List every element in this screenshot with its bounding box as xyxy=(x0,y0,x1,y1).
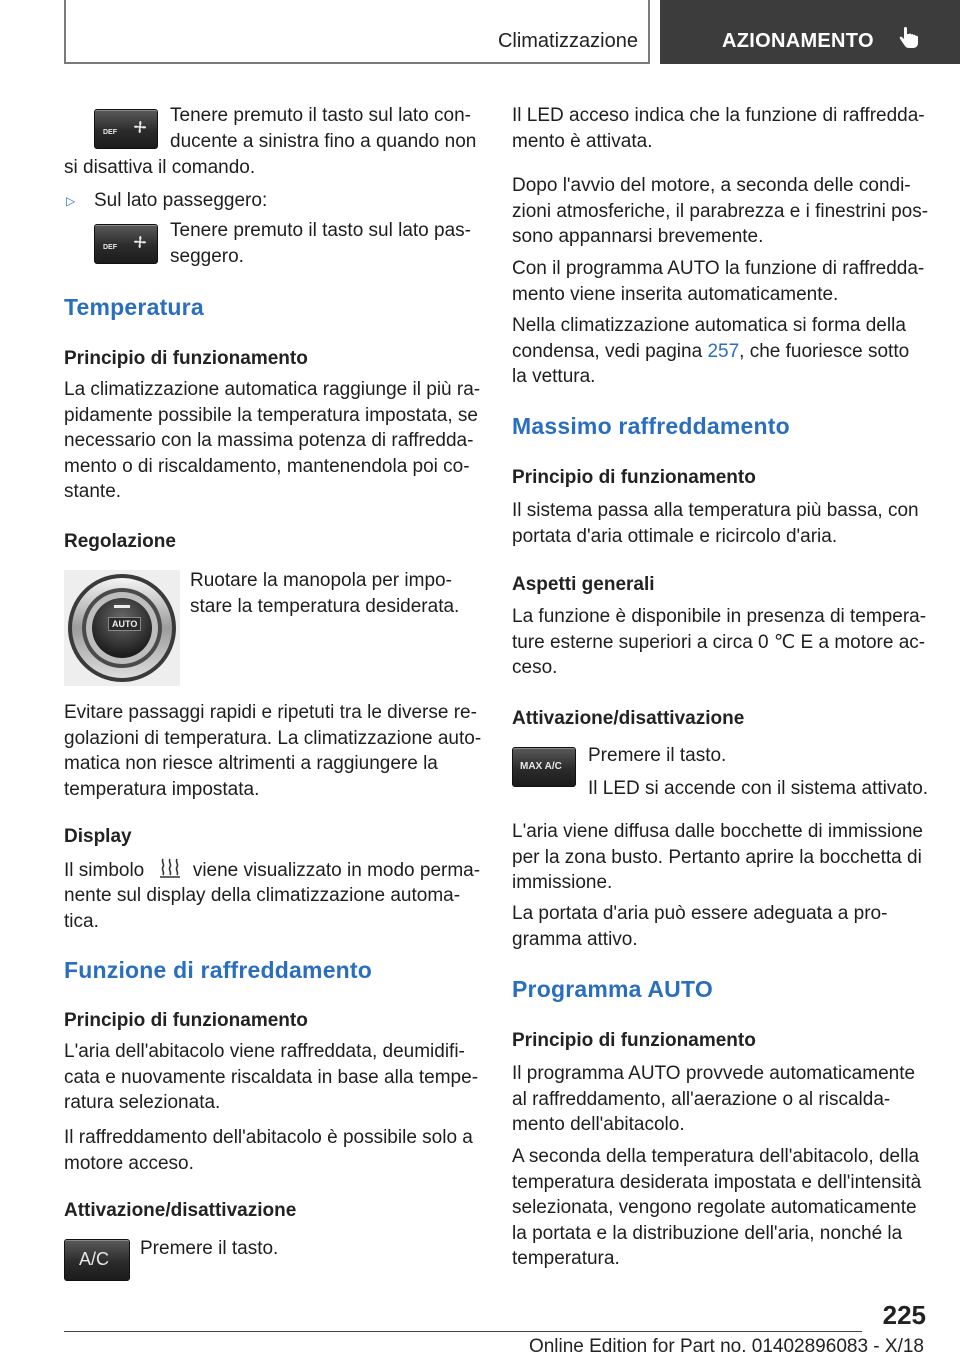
text-line: ceso. xyxy=(512,657,558,678)
header-left-border xyxy=(64,0,66,64)
text-line: Con il programma AUTO la funzione di raffredda- xyxy=(512,258,925,279)
text-line: portata d'aria ottimale e ricircolo d'aria. xyxy=(512,525,838,547)
auto-principle-paragraph xyxy=(512,1061,915,1138)
general-paragraph xyxy=(512,604,926,681)
text-line: cata e nuovamente riscaldata in base alla tempe- xyxy=(64,1066,479,1088)
cool-heading: Funzione di raffreddamento xyxy=(64,957,373,983)
cool-activation-heading: Attivazione/disattivazione xyxy=(64,1200,297,1221)
avoid-paragraph xyxy=(64,700,481,802)
max-ac-button-image xyxy=(512,747,576,787)
text-line: Evitare passaggi rapidi e ripetuti tra le diverse re- xyxy=(64,702,477,723)
air-paragraph xyxy=(512,819,923,896)
text-line: L'aria viene diffusa dalle bocchette di immissione xyxy=(512,821,923,842)
temp-principle-paragraph xyxy=(64,377,480,505)
text-line: temperatura. xyxy=(512,1248,620,1269)
text-line: ratura selezionata. xyxy=(64,1092,221,1113)
general-heading: Aspetti generali xyxy=(512,574,655,595)
text-line: mento o di riscaldamento, mantenendola poi co- xyxy=(64,455,470,477)
text-line: sono appannarsi brevemente. xyxy=(512,226,764,247)
cool-press-text: Premere il tasto. xyxy=(140,1238,279,1259)
text-line: Il LED acceso indica che la funzione di raffredda- xyxy=(512,105,925,126)
text-line: temperatura impostata. xyxy=(64,778,260,800)
display-line-a-pre: Il simbolo xyxy=(64,860,145,881)
text-line: La funzione è disponibile in presenza di tempera- xyxy=(512,606,927,627)
text-line: per la zona busto. Pertanto aprire la bocchetta di xyxy=(512,846,922,868)
bullet-icon: ▷ xyxy=(66,194,76,208)
text-line: gramma attivo. xyxy=(512,928,638,950)
text-line: Il sistema passa alla temperatura più bassa, con xyxy=(512,500,919,521)
def-button-label: DEF xyxy=(103,129,117,136)
auto-principle-heading: Principio di funzionamento xyxy=(512,1030,756,1051)
text-line: La portata d'aria può essere adeguata a pro- xyxy=(512,903,888,924)
text-line: mento è attivata. xyxy=(512,130,653,152)
footer-rule xyxy=(64,1331,862,1332)
bullet-text: Sul lato passeggero: xyxy=(94,190,268,211)
text-line: Dopo l'avvio del motore, a seconda delle condi- xyxy=(512,175,911,196)
cool-engine-paragraph xyxy=(64,1125,473,1176)
condensation-post: , che fuoriesce sotto xyxy=(739,340,910,362)
max-principle-paragraph xyxy=(512,498,919,549)
condensation-pre: condensa, vedi pagina xyxy=(512,340,708,362)
intro-text-c: si disattiva il comando. xyxy=(64,157,256,178)
text-line: motore acceso. xyxy=(64,1152,194,1174)
text-line: zioni atmosferiche, il parabrezza e i finestrini pos- xyxy=(512,200,929,222)
cool-principle-heading: Principio di funzionamento xyxy=(64,1010,308,1031)
footer-edition-text: Online Edition for Part no. 01402896083 - X/18 xyxy=(528,1336,924,1357)
text-line: necessario con la massima potenza di raffredda- xyxy=(64,430,474,451)
regulation-text-a: Ruotare la manopola per impo- xyxy=(190,570,452,591)
text-line: la vettura. xyxy=(512,366,596,387)
intro-text-b: ducente a sinistra fino a quando non xyxy=(170,131,477,152)
text-line: pidamente possibile la temperatura impostata, se xyxy=(64,404,479,426)
fan-icon xyxy=(131,233,149,251)
fan-icon xyxy=(131,118,149,136)
header-active-label: AZIONAMENTO xyxy=(722,30,874,52)
knob-auto-label: AUTO xyxy=(108,617,141,631)
hand-pointer-icon xyxy=(896,25,922,51)
auto-program-paragraph xyxy=(512,256,924,307)
text-line: immissione. xyxy=(512,872,613,893)
max-press-text: Premere il tasto. xyxy=(588,745,727,766)
regulation-heading: Regolazione xyxy=(64,531,176,552)
ac-button-label: A/C xyxy=(79,1249,110,1269)
ac-button-image xyxy=(64,1239,130,1281)
auto-heading: Programma AUTO xyxy=(512,976,713,1002)
text-line: A seconda della temperatura dell'abitacolo, della xyxy=(512,1146,920,1167)
temp-principle-heading: Principio di funzionamento xyxy=(64,348,308,369)
header-bottom-border xyxy=(64,62,650,64)
max-led-text: Il LED si accende con il sistema attivato. xyxy=(588,778,929,799)
display-line-c: tica. xyxy=(64,911,99,932)
text-line xyxy=(512,339,909,365)
max-principle-heading: Principio di funzionamento xyxy=(512,467,756,488)
text-line: ture esterne superiori a circa 0 ℃ E a motore ac- xyxy=(512,631,926,653)
display-line-b: nente sul display della climatizzazione automa- xyxy=(64,885,461,906)
display-line-a xyxy=(64,857,480,884)
intro-text-a: Tenere premuto il tasto sul lato con- xyxy=(170,105,471,126)
def-button-label: DEF xyxy=(103,244,117,251)
auto-temp-paragraph xyxy=(512,1144,921,1272)
text-line: golazioni di temperatura. La climatizzazione auto- xyxy=(64,727,482,749)
text-line: matica non riesce altrimenti a raggiungere la xyxy=(64,753,438,774)
text-line: L'aria dell'abitacolo viene raffreddata, deumidifi- xyxy=(64,1041,465,1062)
display-line-a-post: viene visualizzato in modo perma- xyxy=(192,860,481,881)
text-line: Il programma AUTO provvede automaticamente xyxy=(512,1063,916,1084)
led-paragraph xyxy=(512,103,925,154)
condensation-paragraph xyxy=(512,313,909,390)
max-activation-heading: Attivazione/disattivazione xyxy=(512,708,745,729)
max-ac-button-label: MAX A/C xyxy=(520,761,562,772)
temperature-knob-image xyxy=(64,570,180,686)
flow-paragraph xyxy=(512,901,887,952)
text-line: Nella climatizzazione automatica si forma della xyxy=(512,315,906,336)
def-button-image-passenger xyxy=(94,224,158,264)
text-line: La climatizzazione automatica raggiunge il più ra- xyxy=(64,379,481,400)
text-line: mento viene inserita automaticamente. xyxy=(512,283,839,305)
display-heading: Display xyxy=(64,826,132,847)
text-line: stante. xyxy=(64,481,122,502)
cool-principle-paragraph xyxy=(64,1039,478,1116)
passenger-text-a: Tenere premuto il tasto sul lato pas- xyxy=(170,220,471,241)
header-separator xyxy=(648,0,650,64)
text-line: Il raffreddamento dell'abitacolo è possibile solo a xyxy=(64,1127,473,1148)
header-section-label: Climatizzazione xyxy=(497,30,638,52)
text-line: la portata e la distribuzione dell'aria, nonché la xyxy=(512,1222,903,1244)
regulation-text-b: stare la temperatura desiderata. xyxy=(190,596,460,617)
cooling-symbol-icon xyxy=(158,857,182,879)
text-line: mento dell'abitacolo. xyxy=(512,1114,685,1135)
temp-heading: Temperatura xyxy=(64,294,204,320)
page-number: 225 xyxy=(882,1300,926,1330)
passenger-text-b: seggero. xyxy=(170,246,244,267)
text-line: al raffreddamento, all'aerazione o al riscalda- xyxy=(512,1088,891,1110)
text-line: temperatura desiderata impostata e dell'intensità xyxy=(512,1171,922,1193)
page-link-257[interactable]: 257 xyxy=(707,340,740,362)
after-start-paragraph xyxy=(512,173,928,250)
max-heading: Massimo raffreddamento xyxy=(512,413,790,439)
def-button-image xyxy=(94,109,158,149)
text-line: selezionata, vengono regolate automaticamente xyxy=(512,1197,917,1218)
